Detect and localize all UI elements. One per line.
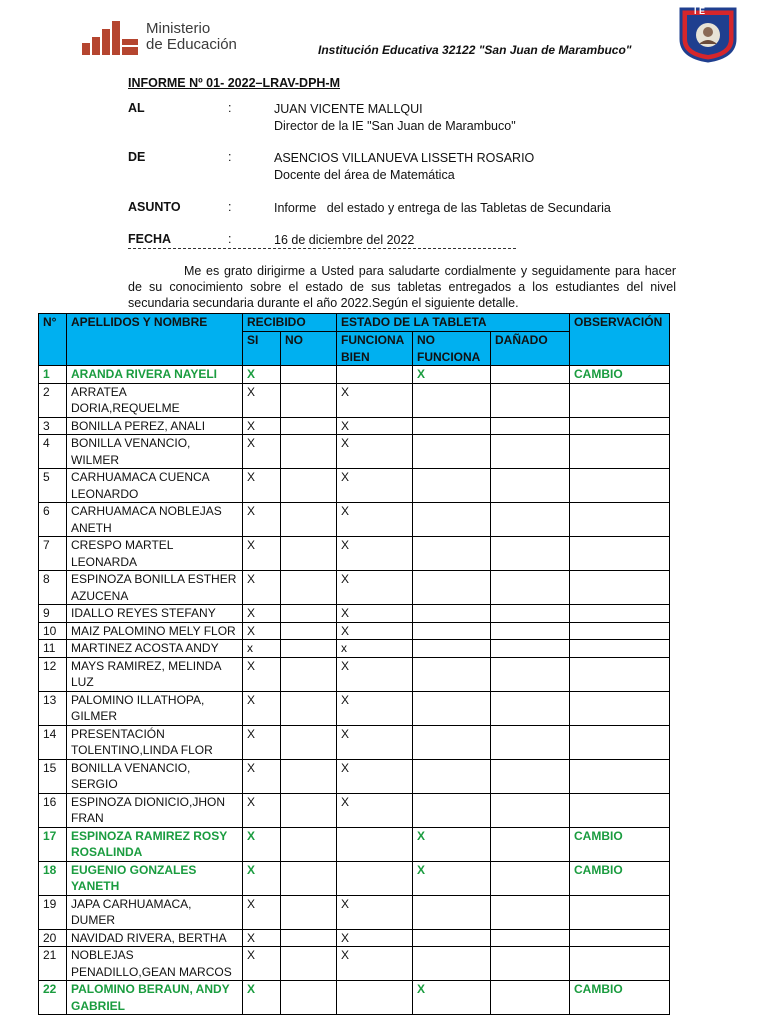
ministry-brick-icon: [78, 19, 140, 55]
ministry-name: Ministerio de Educación: [146, 20, 237, 53]
row-num: 4: [39, 435, 67, 469]
row-name: EUGENIO GONZALES YANETH: [67, 861, 243, 895]
table-row: [39, 793, 670, 827]
row-name: ESPINOZA BONILLA ESTHER AZUCENA: [67, 571, 243, 605]
row-name: MAYS RAMIREZ, MELINDA LUZ: [67, 657, 243, 691]
row-name: BONILLA VENANCIO, WILMER: [67, 435, 243, 469]
table-row: [39, 929, 670, 947]
row-no: [281, 947, 337, 981]
row-name: CARHUAMACA NOBLEJAS ANETH: [67, 503, 243, 537]
table-row: [39, 469, 670, 503]
row-observacion: CAMBIO: [570, 366, 670, 384]
row-no-funciona: [413, 605, 491, 623]
row-name: NOBLEJAS PENADILLO,GEAN MARCOS: [67, 947, 243, 981]
row-danado: [491, 605, 570, 623]
row-funciona-bien: X: [337, 759, 413, 793]
header-no: NO: [281, 332, 337, 366]
al-role: Director de la IE "San Juan de Marambuco": [274, 119, 516, 133]
header-num: N°: [39, 314, 67, 366]
row-funciona-bien: X: [337, 947, 413, 981]
row-observacion: [570, 725, 670, 759]
row-no-funciona: [413, 435, 491, 469]
institution-name: Institución Educativa 32122 "San Juan de Marambuco": [318, 43, 632, 57]
ministry-logo: [78, 18, 263, 56]
row-no: [281, 640, 337, 658]
table-row: [39, 691, 670, 725]
row-si: X: [243, 929, 281, 947]
row-si: X: [243, 469, 281, 503]
row-si: X: [243, 793, 281, 827]
report-title: INFORME Nº 01- 2022–LRAV-DPH-M: [128, 76, 341, 90]
row-no-funciona: [413, 725, 491, 759]
row-observacion: [570, 640, 670, 658]
row-no: [281, 383, 337, 417]
row-danado: [491, 759, 570, 793]
row-no-funciona: [413, 571, 491, 605]
row-si: X: [243, 725, 281, 759]
row-num: 18: [39, 861, 67, 895]
row-observacion: [570, 657, 670, 691]
row-no-funciona: [413, 640, 491, 658]
row-si: X: [243, 503, 281, 537]
row-funciona-bien: X: [337, 469, 413, 503]
row-observacion: [570, 571, 670, 605]
de-name: ASENCIOS VILLANUEVA LISSETH ROSARIO: [274, 151, 535, 165]
row-num: 10: [39, 622, 67, 640]
row-no-funciona: [413, 929, 491, 947]
row-danado: [491, 417, 570, 435]
row-num: 5: [39, 469, 67, 503]
row-no-funciona: [413, 469, 491, 503]
row-name: ESPINOZA RAMIREZ ROSY ROSALINDA: [67, 827, 243, 861]
table-row: [39, 537, 670, 571]
row-no: [281, 571, 337, 605]
table-row: [39, 725, 670, 759]
row-funciona-bien: [337, 366, 413, 384]
de-role: Docente del área de Matemática: [274, 168, 455, 182]
table-row: [39, 640, 670, 658]
row-funciona-bien: X: [337, 793, 413, 827]
row-si: X: [243, 383, 281, 417]
row-si: X: [243, 861, 281, 895]
table-row: [39, 383, 670, 417]
row-num: 8: [39, 571, 67, 605]
row-no: [281, 861, 337, 895]
row-no: [281, 981, 337, 1015]
row-no-funciona: [413, 895, 491, 929]
row-funciona-bien: X: [337, 537, 413, 571]
row-funciona-bien: X: [337, 691, 413, 725]
header-si: SI: [243, 332, 281, 366]
row-name: JAPA CARHUAMACA, DUMER: [67, 895, 243, 929]
row-funciona-bien: X: [337, 383, 413, 417]
row-no-funciona: X: [413, 827, 491, 861]
row-name: PRESENTACIÓN TOLENTINO,LINDA FLOR: [67, 725, 243, 759]
row-danado: [491, 929, 570, 947]
row-num: 11: [39, 640, 67, 658]
intro-paragraph: Me es grato dirigirme a Usted para saludarte cordialmente y seguidamente para hacer de su conocimiento sobre el estado de sus tabletas entregados a los estudiantes del nivel secundaria secundaria durante el año 2022.Según el siguiente detalle.: [128, 264, 676, 310]
row-si: X: [243, 537, 281, 571]
row-num: 13: [39, 691, 67, 725]
row-si: X: [243, 622, 281, 640]
row-no-funciona: [413, 622, 491, 640]
fecha-value: 16 de diciembre del 2022: [274, 233, 415, 247]
row-danado: [491, 571, 570, 605]
header-no-funciona: NO FUNCIONA: [413, 332, 491, 366]
table-row: [39, 503, 670, 537]
row-num: 3: [39, 417, 67, 435]
asunto-value: Informe del estado y entrega de las Tabletas de Secundaria: [274, 201, 611, 215]
row-observacion: CAMBIO: [570, 861, 670, 895]
table-row: [39, 827, 670, 861]
row-no-funciona: X: [413, 366, 491, 384]
row-observacion: [570, 947, 670, 981]
row-danado: [491, 537, 570, 571]
row-no: [281, 793, 337, 827]
row-danado: [491, 366, 570, 384]
row-no-funciona: [413, 759, 491, 793]
table-row: [39, 571, 670, 605]
row-no-funciona: [413, 383, 491, 417]
header-name: APELLIDOS Y NOMBRE: [67, 314, 243, 366]
row-num: 9: [39, 605, 67, 623]
row-danado: [491, 469, 570, 503]
row-danado: [491, 691, 570, 725]
row-no-funciona: [413, 417, 491, 435]
row-si: X: [243, 981, 281, 1015]
row-danado: [491, 622, 570, 640]
row-num: 20: [39, 929, 67, 947]
row-si: X: [243, 417, 281, 435]
al-name: JUAN VICENTE MALLQUI: [274, 102, 423, 116]
row-name: MARTINEZ ACOSTA ANDY: [67, 640, 243, 658]
row-si: X: [243, 827, 281, 861]
row-funciona-bien: X: [337, 895, 413, 929]
row-num: 1: [39, 366, 67, 384]
row-danado: [491, 793, 570, 827]
row-no: [281, 417, 337, 435]
row-danado: [491, 503, 570, 537]
row-name: IDALLO REYES STEFANY: [67, 605, 243, 623]
row-name: BONILLA VENANCIO, SERGIO: [67, 759, 243, 793]
row-funciona-bien: X: [337, 725, 413, 759]
row-danado: [491, 895, 570, 929]
row-danado: [491, 725, 570, 759]
row-no-funciona: [413, 691, 491, 725]
row-funciona-bien: X: [337, 435, 413, 469]
table-row: [39, 435, 670, 469]
row-no: [281, 469, 337, 503]
school-seal-icon: [677, 3, 739, 63]
table-row: [39, 417, 670, 435]
row-name: BONILLA PEREZ, ANALI: [67, 417, 243, 435]
row-observacion: CAMBIO: [570, 981, 670, 1015]
row-no: [281, 929, 337, 947]
row-si: X: [243, 895, 281, 929]
row-si: X: [243, 571, 281, 605]
row-no: [281, 759, 337, 793]
row-danado: [491, 827, 570, 861]
row-num: 17: [39, 827, 67, 861]
header-recibido: RECIBIDO: [243, 314, 337, 332]
row-observacion: [570, 503, 670, 537]
seal-letters: I E: [694, 6, 706, 16]
row-num: 7: [39, 537, 67, 571]
row-no-funciona: X: [413, 981, 491, 1015]
row-no: [281, 691, 337, 725]
row-name: ARANDA RIVERA NAYELI: [67, 366, 243, 384]
row-num: 2: [39, 383, 67, 417]
row-observacion: [570, 417, 670, 435]
row-no: [281, 622, 337, 640]
row-no: [281, 503, 337, 537]
row-num: 22: [39, 981, 67, 1015]
row-num: 15: [39, 759, 67, 793]
row-observacion: [570, 469, 670, 503]
row-funciona-bien: X: [337, 417, 413, 435]
table-row: [39, 366, 670, 384]
row-funciona-bien: X: [337, 929, 413, 947]
row-funciona-bien: X: [337, 605, 413, 623]
row-observacion: [570, 895, 670, 929]
row-danado: [491, 981, 570, 1015]
row-funciona-bien: X: [337, 622, 413, 640]
row-si: x: [243, 640, 281, 658]
row-si: X: [243, 366, 281, 384]
row-name: ESPINOZA DIONICIO,JHON FRAN: [67, 793, 243, 827]
row-name: PALOMINO ILLATHOPA, GILMER: [67, 691, 243, 725]
row-observacion: [570, 537, 670, 571]
header-estado: ESTADO DE LA TABLETA: [337, 314, 570, 332]
row-name: CRESPO MARTEL LEONARDA: [67, 537, 243, 571]
row-no: [281, 657, 337, 691]
row-observacion: [570, 759, 670, 793]
row-num: 16: [39, 793, 67, 827]
row-name: CARHUAMACA CUENCA LEONARDO: [67, 469, 243, 503]
row-observacion: [570, 435, 670, 469]
row-danado: [491, 947, 570, 981]
row-no: [281, 435, 337, 469]
row-si: X: [243, 657, 281, 691]
row-si: X: [243, 759, 281, 793]
row-num: 6: [39, 503, 67, 537]
table-row: [39, 861, 670, 895]
table-row: [39, 657, 670, 691]
row-observacion: [570, 605, 670, 623]
row-danado: [491, 435, 570, 469]
row-name: PALOMINO BERAUN, ANDY GABRIEL: [67, 981, 243, 1015]
row-no: [281, 827, 337, 861]
table-row: [39, 622, 670, 640]
row-funciona-bien: [337, 827, 413, 861]
row-num: 21: [39, 947, 67, 981]
table-row: [39, 981, 670, 1015]
table-row: [39, 947, 670, 981]
row-si: X: [243, 691, 281, 725]
row-no: [281, 605, 337, 623]
row-no: [281, 725, 337, 759]
row-danado: [491, 861, 570, 895]
row-no-funciona: [413, 657, 491, 691]
row-observacion: [570, 622, 670, 640]
row-no: [281, 537, 337, 571]
row-no: [281, 895, 337, 929]
row-observacion: [570, 383, 670, 417]
row-observacion: [570, 793, 670, 827]
row-funciona-bien: X: [337, 657, 413, 691]
row-no-funciona: [413, 537, 491, 571]
table-row: [39, 759, 670, 793]
row-no-funciona: [413, 503, 491, 537]
row-funciona-bien: X: [337, 571, 413, 605]
header-funciona-bien: FUNCIONA BIEN: [337, 332, 413, 366]
row-danado: [491, 383, 570, 417]
row-num: 14: [39, 725, 67, 759]
row-observacion: [570, 929, 670, 947]
row-no: [281, 366, 337, 384]
row-observacion: CAMBIO: [570, 827, 670, 861]
row-si: X: [243, 605, 281, 623]
header-danado: DAÑADO: [491, 332, 570, 366]
row-no-funciona: X: [413, 861, 491, 895]
row-funciona-bien: X: [337, 503, 413, 537]
row-no-funciona: [413, 947, 491, 981]
row-num: 12: [39, 657, 67, 691]
row-funciona-bien: x: [337, 640, 413, 658]
row-danado: [491, 657, 570, 691]
row-no-funciona: [413, 793, 491, 827]
row-num: 19: [39, 895, 67, 929]
row-name: NAVIDAD RIVERA, BERTHA: [67, 929, 243, 947]
row-name: MAIZ PALOMINO MELY FLOR: [67, 622, 243, 640]
row-danado: [491, 640, 570, 658]
table-row: [39, 895, 670, 929]
row-observacion: [570, 691, 670, 725]
separator-line: [128, 248, 516, 249]
row-name: ARRATEA DORIA,REQUELME: [67, 383, 243, 417]
row-si: X: [243, 435, 281, 469]
table-row: [39, 605, 670, 623]
row-si: X: [243, 947, 281, 981]
tablets-table: [38, 313, 670, 1015]
row-funciona-bien: [337, 861, 413, 895]
row-funciona-bien: [337, 981, 413, 1015]
header-observacion: OBSERVACIÓN: [570, 314, 670, 366]
